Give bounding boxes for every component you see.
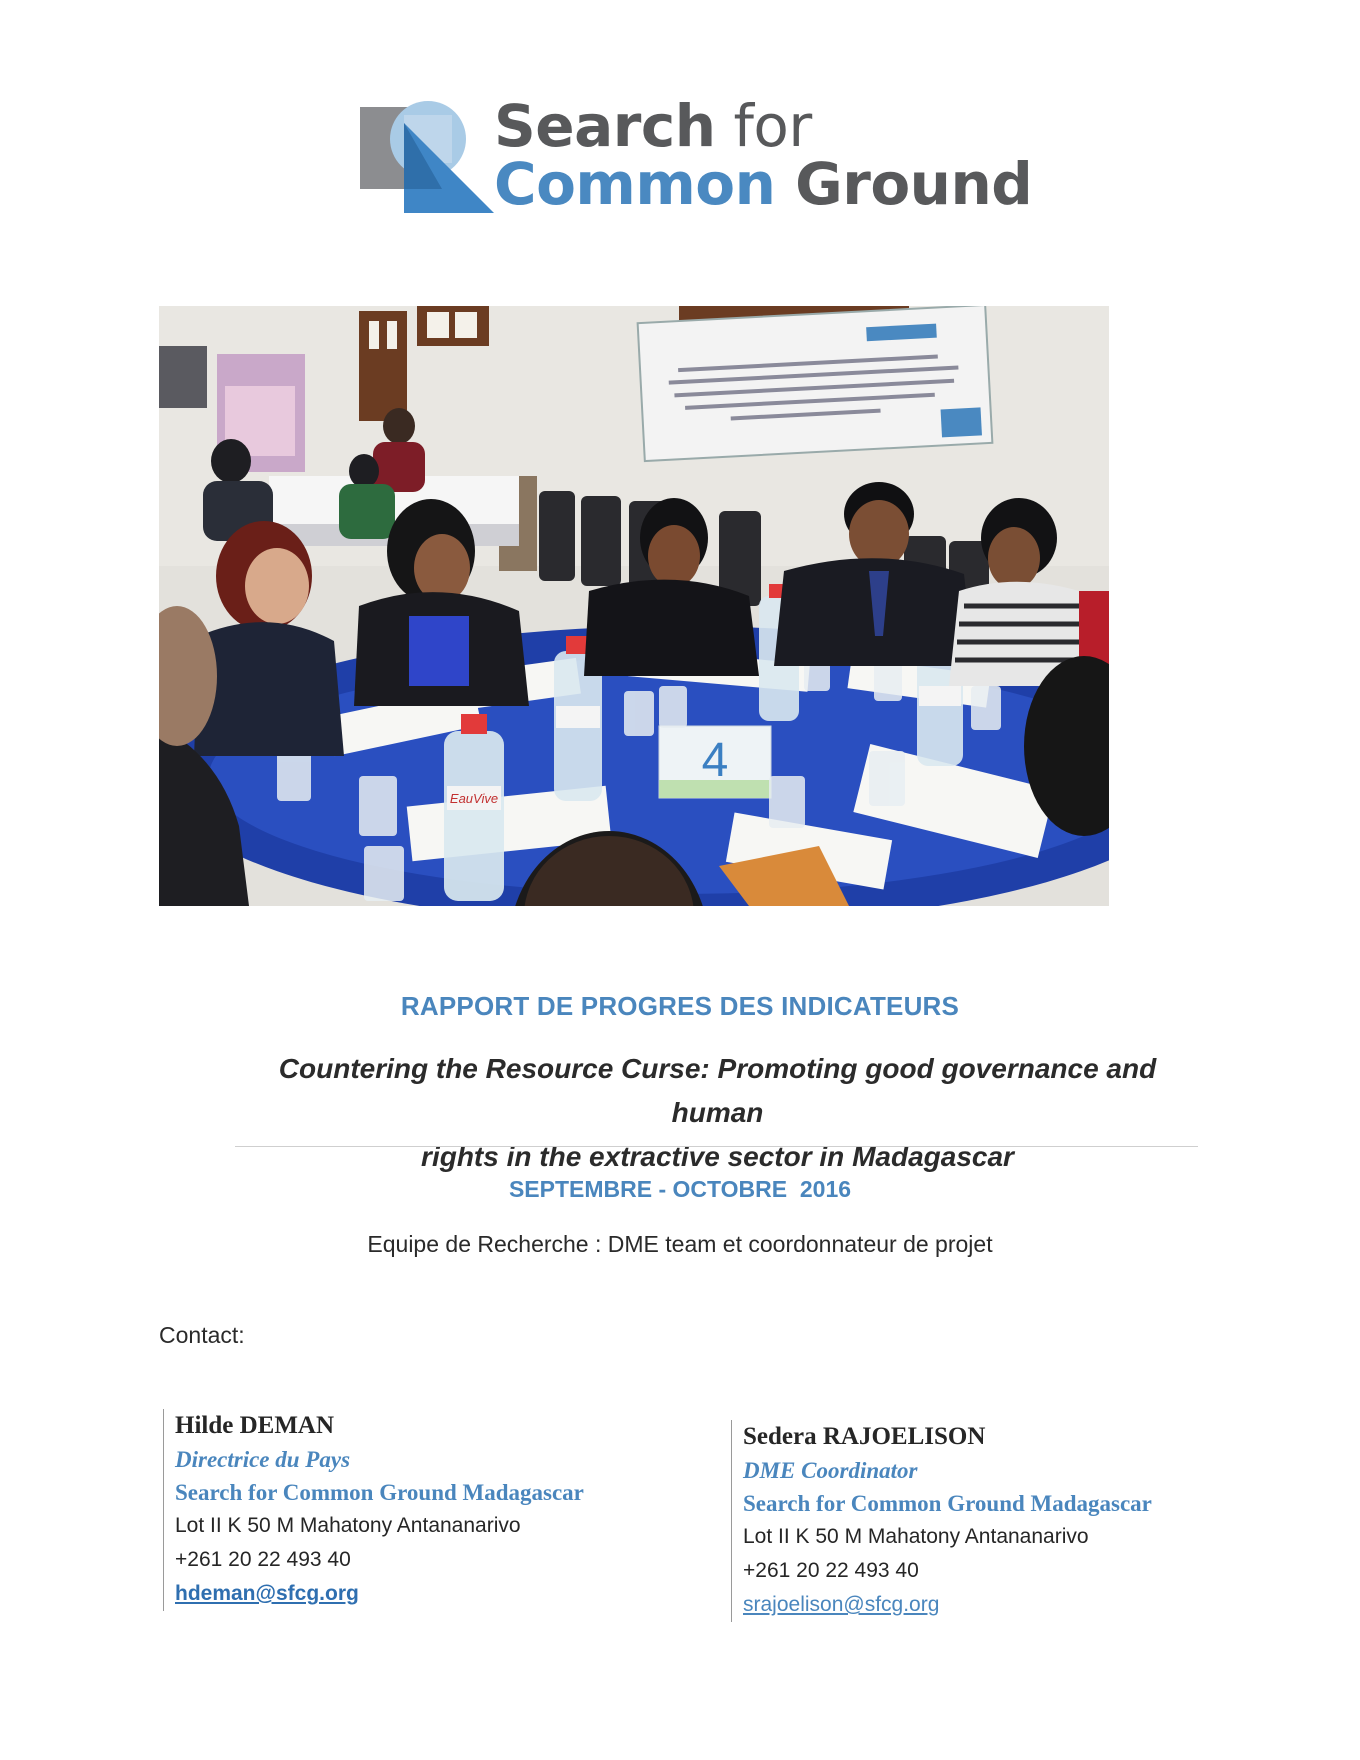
bottle-brand-label: EauVive xyxy=(449,791,499,806)
meeting-photo-illustration xyxy=(159,306,1109,906)
contact-address: Lot II K 50 M Mahatony Antananarivo xyxy=(743,1525,1089,1548)
contact-role: Directrice du Pays xyxy=(175,1447,351,1472)
report-title: RAPPORT DE PROGRES DES INDICATEURS xyxy=(400,991,960,1021)
contact-email-link[interactable]: hdeman@sfcg.org xyxy=(175,1582,359,1605)
logo-text-bottom xyxy=(494,150,1033,218)
contact-name: Sedera RAJOELISON xyxy=(743,1423,986,1450)
contact-organization: Search for Common Ground Madagascar xyxy=(175,1480,584,1505)
report-subtitle-line-2: rights in the extractive sector in Madagascar xyxy=(421,1141,1014,1172)
contact-email-link[interactable]: srajoelison@sfcg.org xyxy=(743,1593,940,1616)
contact-card-sedera-rajoelison xyxy=(731,1420,1152,1622)
logo-mark-icon xyxy=(360,95,495,215)
contact-phone: +261 20 22 493 40 xyxy=(175,1548,351,1571)
logo-word-search: Search xyxy=(494,92,716,160)
title-divider xyxy=(235,1146,1198,1147)
logo-text-top xyxy=(494,92,812,160)
report-subtitle-line-1: Countering the Resource Curse: Promoting good governance and human xyxy=(278,1053,1157,1128)
contact-name: Hilde DEMAN xyxy=(175,1412,335,1439)
contact-address: Lot II K 50 M Mahatony Antananarivo xyxy=(175,1514,521,1537)
table-number-card: 4 xyxy=(701,734,729,787)
contact-role: DME Coordinator xyxy=(743,1458,918,1483)
logo-word-common: Common xyxy=(494,150,776,218)
logo-word-ground: Ground xyxy=(775,150,1033,218)
report-period: SEPTEMBRE - OCTOBRE 2016 xyxy=(508,1176,852,1202)
organization-logo xyxy=(360,92,1033,220)
report-subtitle xyxy=(235,1047,1200,1179)
contact-card-hilde-deman xyxy=(163,1409,584,1611)
meeting-photo xyxy=(159,306,1109,906)
logo-word-for: for xyxy=(715,92,812,160)
research-team-line: Equipe de Recherche : DME team et coordonnateur de projet xyxy=(367,1231,993,1257)
contact-label: Contact: xyxy=(159,1322,245,1348)
contact-phone: +261 20 22 493 40 xyxy=(743,1559,919,1582)
contact-organization: Search for Common Ground Madagascar xyxy=(743,1491,1152,1516)
